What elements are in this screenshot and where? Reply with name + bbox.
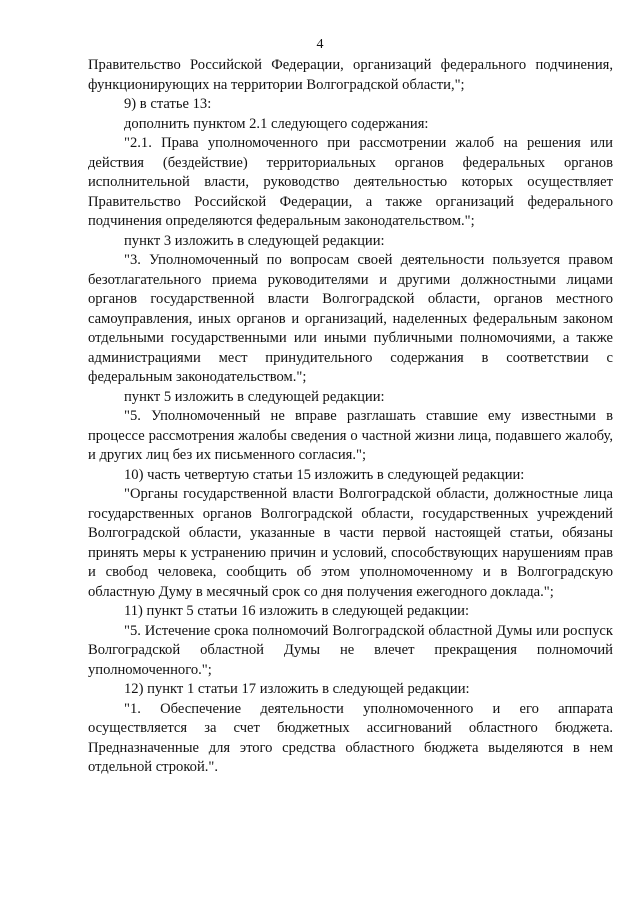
paragraph-quote-2-1: "2.1. Права уполномоченного при рассмотрении жалоб на решения или действия (бездействие) территориальных органов федеральных органов исполнительной власти, руководство деятельностью которых осуществляет Правительство Российской Федерации, а также организаций федерального подчинения определяются федеральным законодательством."; [88, 135, 613, 229]
paragraph-item-12: 12) пункт 1 статьи 17 изложить в следующей редакции: [124, 681, 470, 697]
paragraph-continuation: Правительство Российской Федерации, организаций федерального подчинения, функционирующих на территории Волгоградской области,"; [88, 57, 613, 93]
paragraph-instruction: пункт 5 изложить в следующей редакции: [124, 388, 385, 405]
document-body [88, 56, 613, 778]
paragraph-quote-organs: "Органы государственной власти Волгоградской области, должностные лица государственных органов Волгоградской области, государственных учреждений Волгоградской области, указанные в части первой настоящей статьи, обязаны принять меры к устранению причин и условий, способствующих нарушениям прав и свобод человека, сообщить об этом уполномоченному и в Волгоградскую областную Думу в месячный срок со дня получения ежегодного доклада."; [88, 486, 613, 600]
paragraph-item-9: 9) в статье 13: [124, 96, 212, 112]
paragraph-quote-5: "5. Уполномоченный не вправе разглашать ставшие ему известными в процессе рассмотрения жалобы сведения о частной жизни лица, подавшего жалобу, и других лиц без их письменного согласия."; [88, 408, 613, 463]
paragraph-quote-1-budget: "1. Обеспечение деятельности уполномоченного и его аппарата осуществляется за счет бюджетных ассигнований областного бюджета. Предназначенные для этого средства областного бюджета выделяются в нем отдельной строкой.". [88, 700, 613, 775]
paragraph-instruction: дополнить пунктом 2.1 следующего содержания: [124, 115, 429, 132]
paragraph-item-10: 10) часть четвертую статьи 15 изложить в следующей редакции: [124, 466, 525, 483]
paragraph-item-11: 11) пункт 5 статьи 16 изложить в следующей редакции: [124, 603, 470, 619]
page-number: 4 [316, 37, 324, 52]
paragraph-instruction: пункт 3 изложить в следующей редакции: [124, 232, 385, 249]
paragraph-quote-3: "3. Уполномоченный по вопросам своей деятельности пользуется правом безотлагательного приема руководителями и другими должностными лицами органов государственной власти Волгоградской области, органов местного самоуправления, иных органов и организаций, наделенных федеральным законом отдельными государственными или иными публичными полномочиями, а также администрациями мест принудительного содержания в соответствии с федеральным законодательством."; [88, 252, 613, 385]
paragraph-quote-5-duma: "5. Истечение срока полномочий Волгоградской областной Думы или роспуск Волгоградской областной Думы не влечет прекращения полномочий уполномоченного."; [88, 622, 613, 678]
